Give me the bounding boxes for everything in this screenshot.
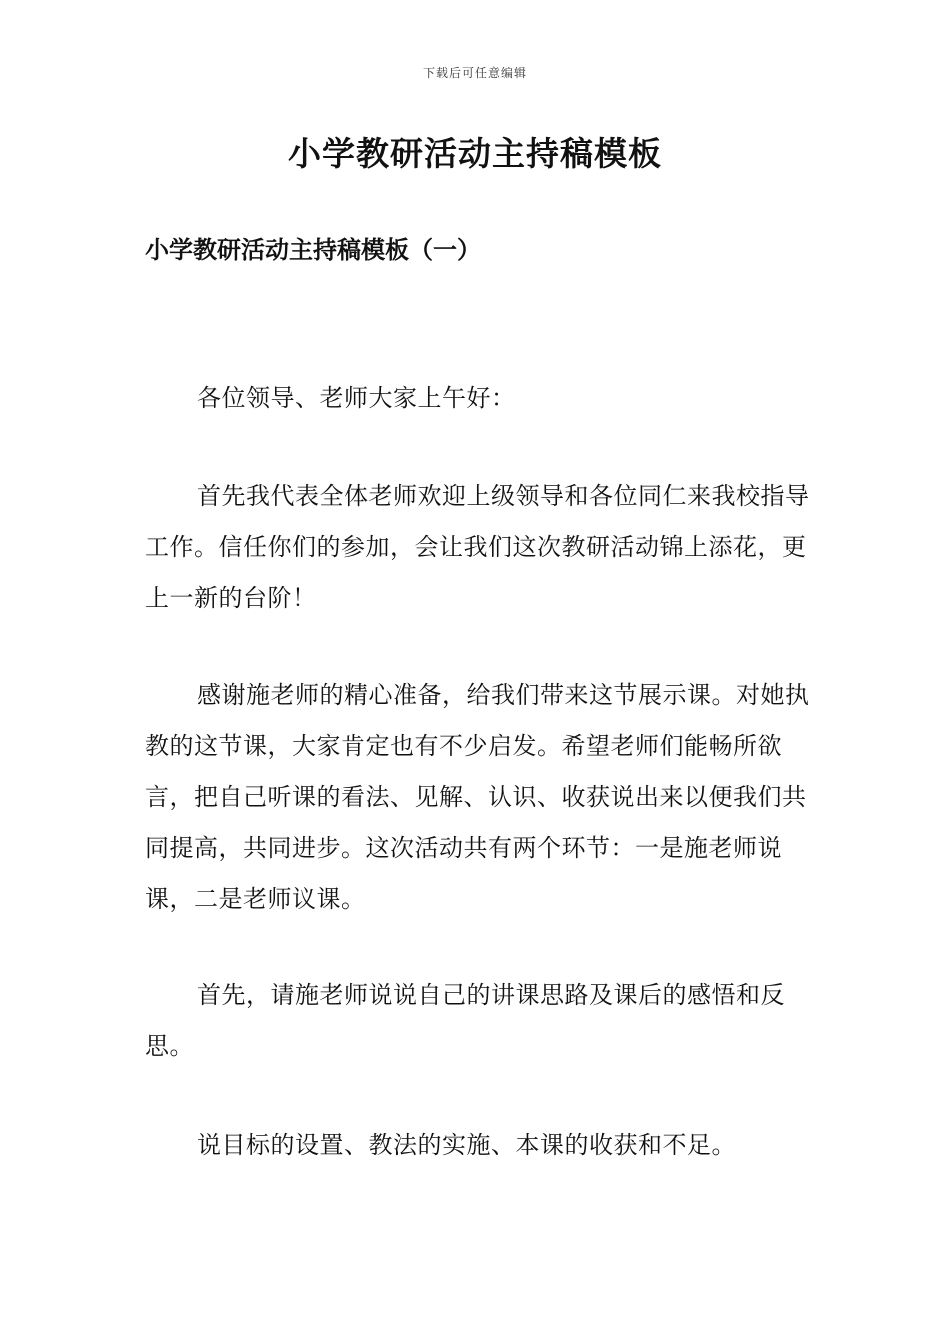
first-step-paragraph: 首先，请施老师说说自己的讲课思路及课后的感悟和反思。 <box>145 981 785 1060</box>
download-note: 下载后可任意编辑 <box>422 66 527 80</box>
thanks-paragraph: 感谢施老师的精心准备，给我们带来这节展示课。对她执教的这节课，大家肯定也有不少启发。希望老师们能畅所欲言，把自己听课的看法、见解、认识、收获说出来以便我们共同提高，共同进步。这次活动共有两个环节：一是施老师说课，二是老师议课。 <box>145 681 810 913</box>
lesson-topics-paragraph: 说目标的设置、教法的实施、本课的收获和不足。 <box>197 1131 736 1159</box>
page-title: 小学教研活动主持稿模板 <box>288 134 662 173</box>
greeting-paragraph: 各位领导、老师大家上午好： <box>197 384 516 412</box>
welcome-paragraph: 首先我代表全体老师欢迎上级领导和各位同仁来我校指导工作。信任你们的参加，会让我们这次教研活动锦上添花，更上一新的台阶！ <box>145 482 810 612</box>
section-title: 小学教研活动主持稿模板（一） <box>145 235 481 264</box>
